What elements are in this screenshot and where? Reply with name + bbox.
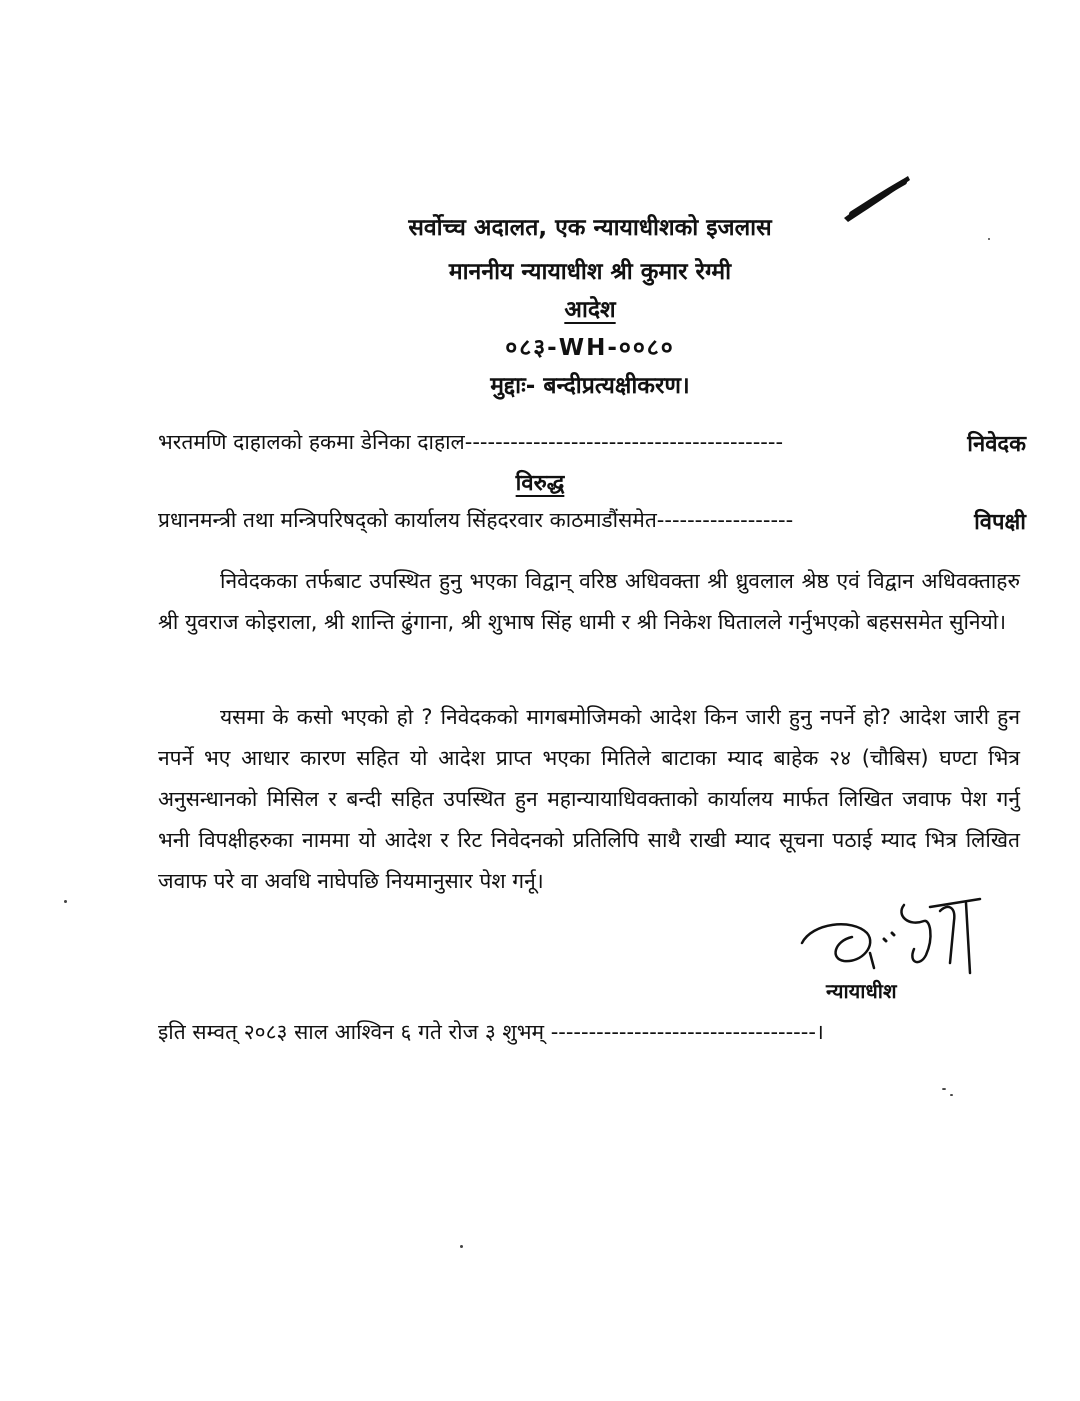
- closing-line: इति सम्वत् २०८३ साल आश्विन ६ गते रोज ३ शुभम् -----------------------------------।: [158, 1020, 824, 1044]
- order-title-text: आदेश: [564, 297, 616, 323]
- petitioner-row: [158, 428, 1038, 456]
- judge-signature: [792, 893, 992, 983]
- scan-speck: [950, 1094, 953, 1096]
- case-number: ०८३-WH-००८०: [505, 335, 675, 361]
- versus-heading: [0, 467, 1080, 497]
- court-name: सर्वोच्च अदालत, एक न्यायाधीशको इजलास: [408, 215, 772, 241]
- respondent-name: प्रधानमन्त्री तथा मन्त्रिपरिषद्को कार्यालय सिंहदरवार काठमाडौंसमेत------------------: [158, 508, 794, 532]
- hearing-paragraph: निवेदकका तर्फबाट उपस्थित हुनु भएका विद्वान् वरिष्ठ अधिवक्ता श्री ध्रुवलाल श्रेष्ठ एवं विद्वान अधिवक्ताहरु श्री युवराज कोइराला, श्री शान्ति ढुंगाना, श्री शुभाष सिंह धामी र श्री निकेश घितालले गर्नुभएको बहससमेत सुनियो।: [158, 569, 1020, 634]
- versus-text: विरुद्ध: [515, 471, 565, 496]
- scan-speck: [942, 1088, 946, 1090]
- petitioner-role: निवेदक: [967, 432, 1026, 457]
- signer-title: न्यायाधीश: [826, 979, 897, 1003]
- case-subject: मुद्दाः- बन्दीप्रत्यक्षीकरण।: [490, 373, 690, 399]
- petitioner-name: भरतमणि दाहालको हकमा डेनिका दाहाल------------------------------------------: [158, 430, 784, 454]
- judge-name: माननीय न्यायाधीश श्री कुमार रेग्मी: [448, 259, 732, 285]
- scan-speck: [64, 900, 67, 903]
- scan-speck: [988, 238, 990, 240]
- respondent-role: विपक्षी: [974, 510, 1026, 535]
- order-paragraph: यसमा के कसो भएको हो ? निवेदकको मागबमोजिमको आदेश किन जारी हुनु नपर्ने हो? आदेश जारी हुन नपर्ने भए आधार कारण सहित यो आदेश प्राप्त भएका मितिले बाटाका म्याद बाहेक २४ (चौबिस) घण्टा भित्र अनुसन्धानको मिसिल र बन्दी सहित उपस्थित हुन महान्यायाधिवक्ताको कार्यालय मार्फत लिखित जवाफ पेश गर्नु भनी विपक्षीहरुका नाममा यो आदेश र रिट निवेदनको प्रतिलिपि साथै राखी म्याद सूचना पठाई म्याद भित्र लिखित जवाफ परे वा अवधि नाघेपछि नियमानुसार पेश गर्नू।: [158, 705, 1020, 893]
- order-title: [50, 292, 1080, 324]
- respondent-row: [158, 506, 1038, 534]
- scan-speck: [460, 1245, 463, 1248]
